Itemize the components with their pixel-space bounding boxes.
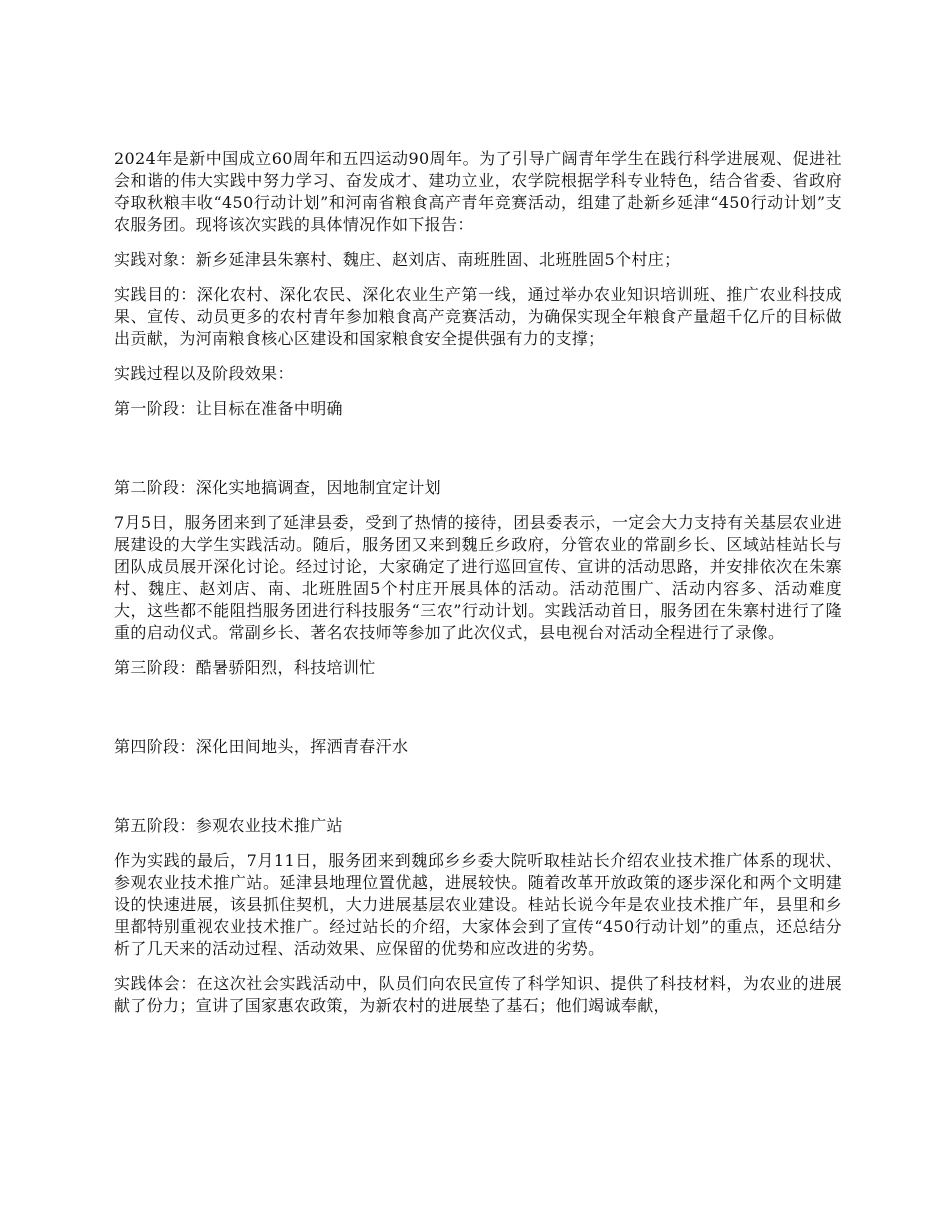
- stage-3-heading: 第三阶段：酷暑骄阳烈，科技培训忙: [114, 658, 376, 677]
- stage-2-paragraph: 7月5日，服务团来到了延津县委，受到了热情的接待，团县委表示，一定会大力支持有关基层农业进展建设的大学生实践活动。随后，服务团又来到魏丘乡政府，分管农业的常副乡长、区域站桂站长与团队成员展开深化讨论。经过讨论，大家确定了进行巡回宣传、宣讲的活动思路，并安排依次在朱寨村、魏庄、赵刘店、南、北班胜固5个村庄开展具体的活动。活动范围广、活动内容多、活动难度大，这些都不能阻挡服务团进行科技服务“三农”行动计划。实践活动首日，服务团在朱寨村进行了隆重的启动仪式。常副乡长、著名农技师等参加了此次仪式，县电视台对活动全程进行了录像。: [114, 513, 842, 642]
- intro-paragraph: 2024年是新中国成立60周年和五四运动90周年。为了引导广阔青年学生在践行科学进展观、促进社会和谐的伟大实践中努力学习、奋发成才、建功立业，农学院根据学科专业特色，结合省委、省政府夺取秋粮丰收“450行动计划”和河南省粮食高产青年竞赛活动，组建了赴新乡延津“450行动计划”支农服务团。现将该次实践的具体情况作如下报告：: [114, 149, 842, 234]
- stage-1-heading: 第一阶段：让目标在准备中明确: [114, 399, 343, 418]
- stage-2-heading: 第二阶段：深化实地搞调查，因地制宜定计划: [114, 478, 442, 497]
- stage-5-paragraph: 作为实践的最后，7月11日，服务团来到魏邱乡乡委大院听取桂站长介绍农业技术推广体系的现状、参观农业技术推广站。延津县地理位置优越，进展较快。随着改革开放政策的逐步深化和两个文明建设的快速进展，该县抓住契机，大力进展基层农业建设。桂站长说今年是农业技术推广年，县里和乡里都特别重视农业技术推广。经过站长的介绍，大家体会到了宣传“450行动计划”的重点，还总结分析了几天来的活动过程、活动效果、应保留的优势和应改进的劣势。: [114, 851, 842, 958]
- document-page: [114, 148, 842, 1030]
- experience-paragraph: 实践体会：在这次社会实践活动中，队员们向农民宣传了科学知识、提供了科技材料，为农业的进展献了份力；宣讲了国家惠农政策，为新农村的进展垫了基石；他们竭诚奉献，: [114, 974, 842, 1015]
- practice-target-paragraph: 实践对象：新乡延津县朱寨村、魏庄、赵刘店、南班胜固、北班胜固5个村庄；: [114, 250, 681, 269]
- practice-purpose-paragraph: 实践目的：深化农村、深化农民、深化农业生产第一线，通过举办农业知识培训班、推广农业科技成果、宣传、动员更多的农村青年参加粮食高产竞赛活动，为确保实现全年粮食产量超千亿斤的目标做出贡献，为河南粮食核心区建设和国家粮食安全提供强有力的支撑；: [114, 285, 842, 348]
- stage-4-heading: 第四阶段：深化田间地头，挥洒青春汗水: [114, 737, 409, 756]
- stage-5-heading: 第五阶段：参观农业技术推广站: [114, 816, 343, 835]
- process-title: 实践过程以及阶段效果：: [114, 364, 294, 383]
